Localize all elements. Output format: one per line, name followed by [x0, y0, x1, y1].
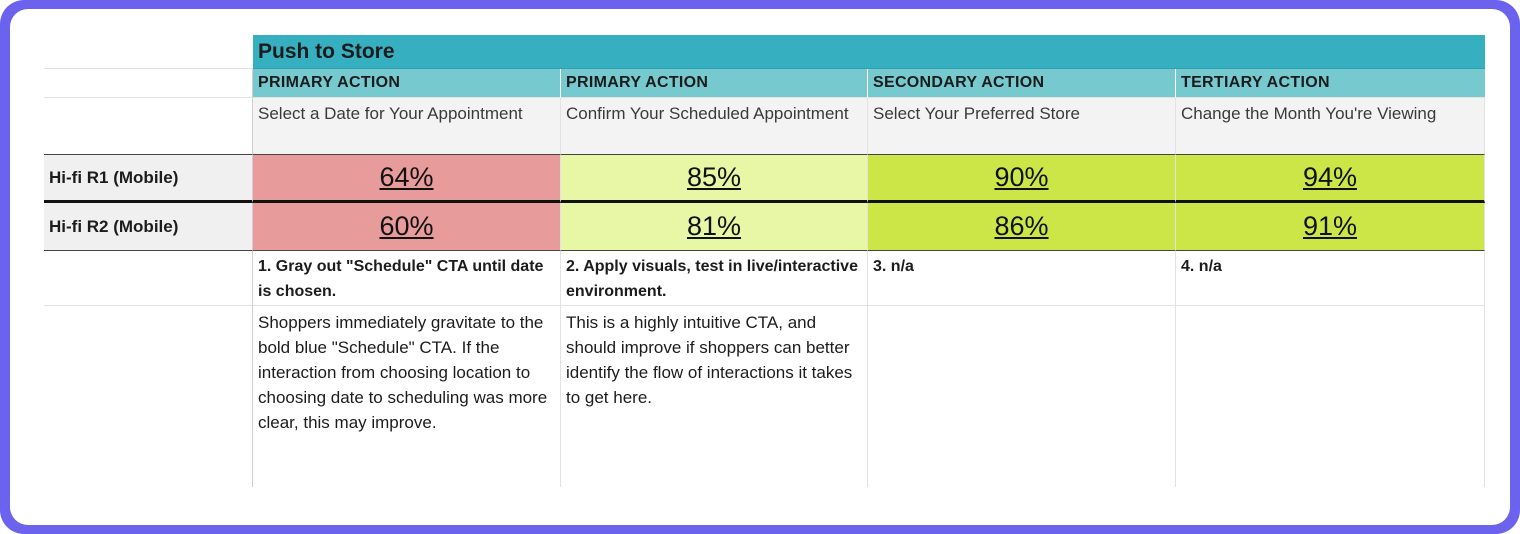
- recommendation-cell: 3. n/a: [868, 251, 1176, 306]
- column-header-type: PRIMARY ACTION: [253, 69, 561, 98]
- column-header-type: SECONDARY ACTION: [868, 69, 1176, 98]
- column-header-description: Confirm Your Scheduled Appointment: [561, 98, 868, 155]
- score-cell: 85%: [561, 155, 868, 203]
- column-header-description: Change the Month You're Viewing: [1176, 98, 1485, 155]
- recommendation-cell: 1. Gray out "Schedule" CTA until date is chosen.: [253, 251, 561, 306]
- score-cell: 94%: [1176, 155, 1485, 203]
- corner-cell: [44, 35, 253, 69]
- note-cell: This is a highly intuitive CTA, and should improve if shoppers can better identify the flow of interactions it takes to get here.: [561, 306, 868, 487]
- row-label-r2: Hi-fi R2 (Mobile): [44, 203, 253, 251]
- column-header-description: Select Your Preferred Store: [868, 98, 1176, 155]
- score-cell: 91%: [1176, 203, 1485, 251]
- note-cell: [1176, 306, 1485, 487]
- row-label-empty: [44, 98, 253, 155]
- column-header-type: PRIMARY ACTION: [561, 69, 868, 98]
- column-header-type: TERTIARY ACTION: [1176, 69, 1485, 98]
- recommendation-cell: 4. n/a: [1176, 251, 1485, 306]
- row-label-r1: Hi-fi R1 (Mobile): [44, 155, 253, 203]
- table-title: Push to Store: [253, 35, 1485, 69]
- results-table: [44, 35, 1485, 487]
- row-label-empty: [44, 251, 253, 306]
- note-cell: Shoppers immediately gravitate to the bold blue "Schedule" CTA. If the interaction from choosing location to choosing date to scheduling was more clear, this may improve.: [253, 306, 561, 487]
- score-cell: 81%: [561, 203, 868, 251]
- score-cell: 64%: [253, 155, 561, 203]
- column-header-description: Select a Date for Your Appointment: [253, 98, 561, 155]
- recommendation-cell: 2. Apply visuals, test in live/interactive environment.: [561, 251, 868, 306]
- row-label-empty: [44, 306, 253, 487]
- score-cell: 90%: [868, 155, 1176, 203]
- score-cell: 60%: [253, 203, 561, 251]
- note-cell: [868, 306, 1176, 487]
- results-card: [10, 9, 1510, 525]
- score-cell: 86%: [868, 203, 1176, 251]
- row-label-empty: [44, 69, 253, 98]
